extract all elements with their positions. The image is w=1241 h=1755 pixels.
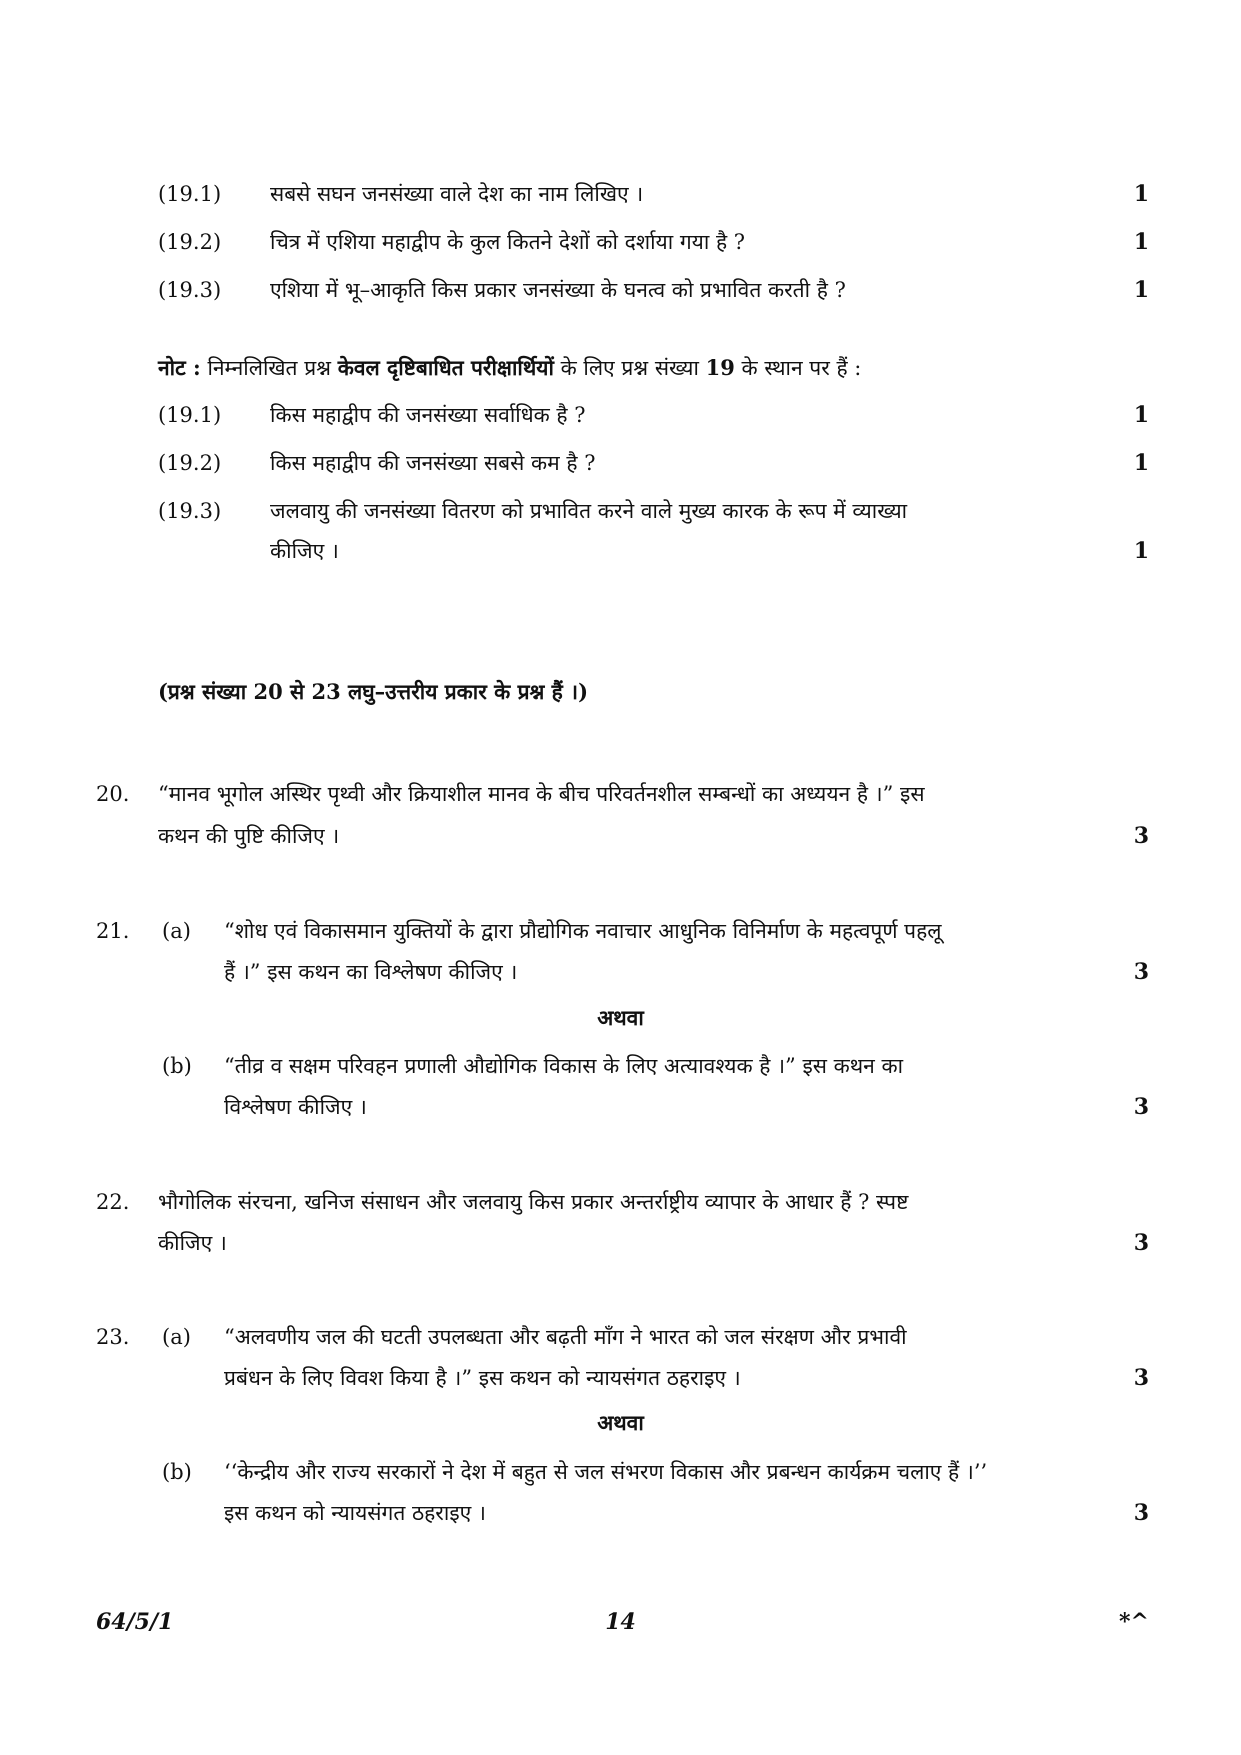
q19-3-text: एशिया में भू–आकृति किस प्रकार जनसंख्या के घनत्व को प्रभावित करती है ?	[270, 278, 846, 302]
vi-19-1-text: किस महाद्वीप की जनसंख्या सर्वाधिक है ?	[270, 403, 586, 427]
q23a-marks: 3	[1133, 1365, 1149, 1391]
q19-3-marks: 1	[1133, 277, 1149, 303]
vi-19-2-text: किस महाद्वीप की जनसंख्या सबसे कम है ?	[270, 451, 596, 475]
q20-text-line2: कथन की पुष्टि कीजिए ।	[158, 824, 340, 848]
footer-mark: *^	[1119, 1609, 1149, 1635]
q22-text-line2: कीजिए ।	[158, 1231, 227, 1255]
note-bold-text: केवल दृष्टिबाधित परीक्षार्थियों	[337, 355, 554, 380]
q23-number: 23.	[96, 1325, 130, 1349]
q23a-text-line1: “अलवणीय जल की घटती उपलब्धता और बढ़ती माँग ने भारत को जल संरक्षण और प्रभावी	[224, 1325, 907, 1349]
note-text-after: के स्थान पर हैं :	[741, 356, 862, 380]
page-number: 14	[605, 1609, 636, 1635]
q21a-marks: 3	[1133, 959, 1149, 985]
note-question-number: 19	[705, 355, 735, 380]
vi-19-1-marks: 1	[1133, 402, 1149, 428]
section-heading: (प्रश्न संख्या 20 से 23 लघु–उत्तरीय प्रकार के प्रश्न हैं ।)	[158, 679, 589, 704]
vi-19-3-text-line1: जलवायु की जनसंख्या वितरण को प्रभावित करने वाले मुख्य कारक के रूप में व्याख्या	[270, 499, 908, 523]
q19-1-marks: 1	[1133, 181, 1149, 207]
q23b-text-line1: ‘‘केन्द्रीय और राज्य सरकारों ने देश में बहुत से जल संभरण विकास और प्रबन्धन कार्यक्रम चलाए हैं ।’’	[224, 1460, 988, 1484]
q20-text-line1: “मानव भूगोल अस्थिर पृथ्वी और क्रियाशील मानव के बीच परिवर्तनशील सम्बन्धों का अध्ययन है ।” इस	[158, 782, 925, 806]
vi-19-2-marks: 1	[1133, 450, 1149, 476]
q19-2-text: चित्र में एशिया महाद्वीप के कुल कितने देशों को दर्शाया गया है ?	[270, 230, 746, 254]
q21b-label: (b)	[162, 1054, 192, 1078]
q20-number: 20.	[96, 782, 130, 806]
q19-2-marks: 1	[1133, 229, 1149, 255]
q21a-label: (a)	[162, 919, 191, 943]
q21a-text-line1: “शोध एवं विकासमान युक्तियों के द्वारा प्रौद्योगिक नवाचार आधुनिक विनिर्माण के महत्वपूर्ण पहलू	[224, 919, 942, 943]
q20-marks: 3	[1133, 823, 1149, 849]
q21a-text-line2: हैं ।” इस कथन का विश्लेषण कीजिए ।	[224, 960, 518, 984]
q23b-label: (b)	[162, 1460, 192, 1484]
q19-1-number: (19.1)	[158, 182, 222, 206]
vi-19-3-text-line2: कीजिए ।	[270, 539, 339, 563]
vi-19-3-marks: 1	[1133, 538, 1149, 564]
q21-or-divider: अथवा	[597, 1005, 644, 1030]
q23b-text-line2: इस कथन को न्यायसंगत ठहराइए ।	[224, 1501, 486, 1525]
q21b-marks: 3	[1133, 1094, 1149, 1120]
q23a-text-line2: प्रबंधन के लिए विवश किया है ।” इस कथन को न्यायसंगत ठहराइए ।	[224, 1366, 741, 1390]
q19-3-number: (19.3)	[158, 278, 222, 302]
q21b-text-line2: विश्लेषण कीजिए ।	[224, 1095, 367, 1119]
q19-1-text: सबसे सघन जनसंख्या वाले देश का नाम लिखिए ।	[270, 182, 644, 206]
q21-number: 21.	[96, 919, 130, 943]
vi-19-3-number: (19.3)	[158, 499, 222, 523]
vi-19-1-number: (19.1)	[158, 403, 222, 427]
q23-or-divider: अथवा	[597, 1410, 644, 1435]
note-label: नोट :	[158, 355, 201, 380]
q23a-label: (a)	[162, 1325, 191, 1349]
note-text-middle: के लिए प्रश्न संख्या	[560, 356, 699, 380]
q22-text-line1: भौगोलिक संरचना, खनिज संसाधन और जलवायु किस प्रकार अन्तर्राष्ट्रीय व्यापार के आधार हैं ? स्पष्ट	[158, 1190, 909, 1214]
paper-code: 64/5/1	[96, 1609, 174, 1635]
q19-2-number: (19.2)	[158, 230, 222, 254]
note-text-before: निम्नलिखित प्रश्न	[207, 356, 331, 380]
q22-marks: 3	[1133, 1230, 1149, 1256]
q22-number: 22.	[96, 1190, 130, 1214]
vi-19-2-number: (19.2)	[158, 451, 222, 475]
visually-impaired-note	[158, 354, 861, 382]
q23b-marks: 3	[1133, 1500, 1149, 1526]
q21b-text-line1: “तीव्र व सक्षम परिवहन प्रणाली औद्योगिक विकास के लिए अत्यावश्यक है ।” इस कथन का	[224, 1054, 904, 1078]
